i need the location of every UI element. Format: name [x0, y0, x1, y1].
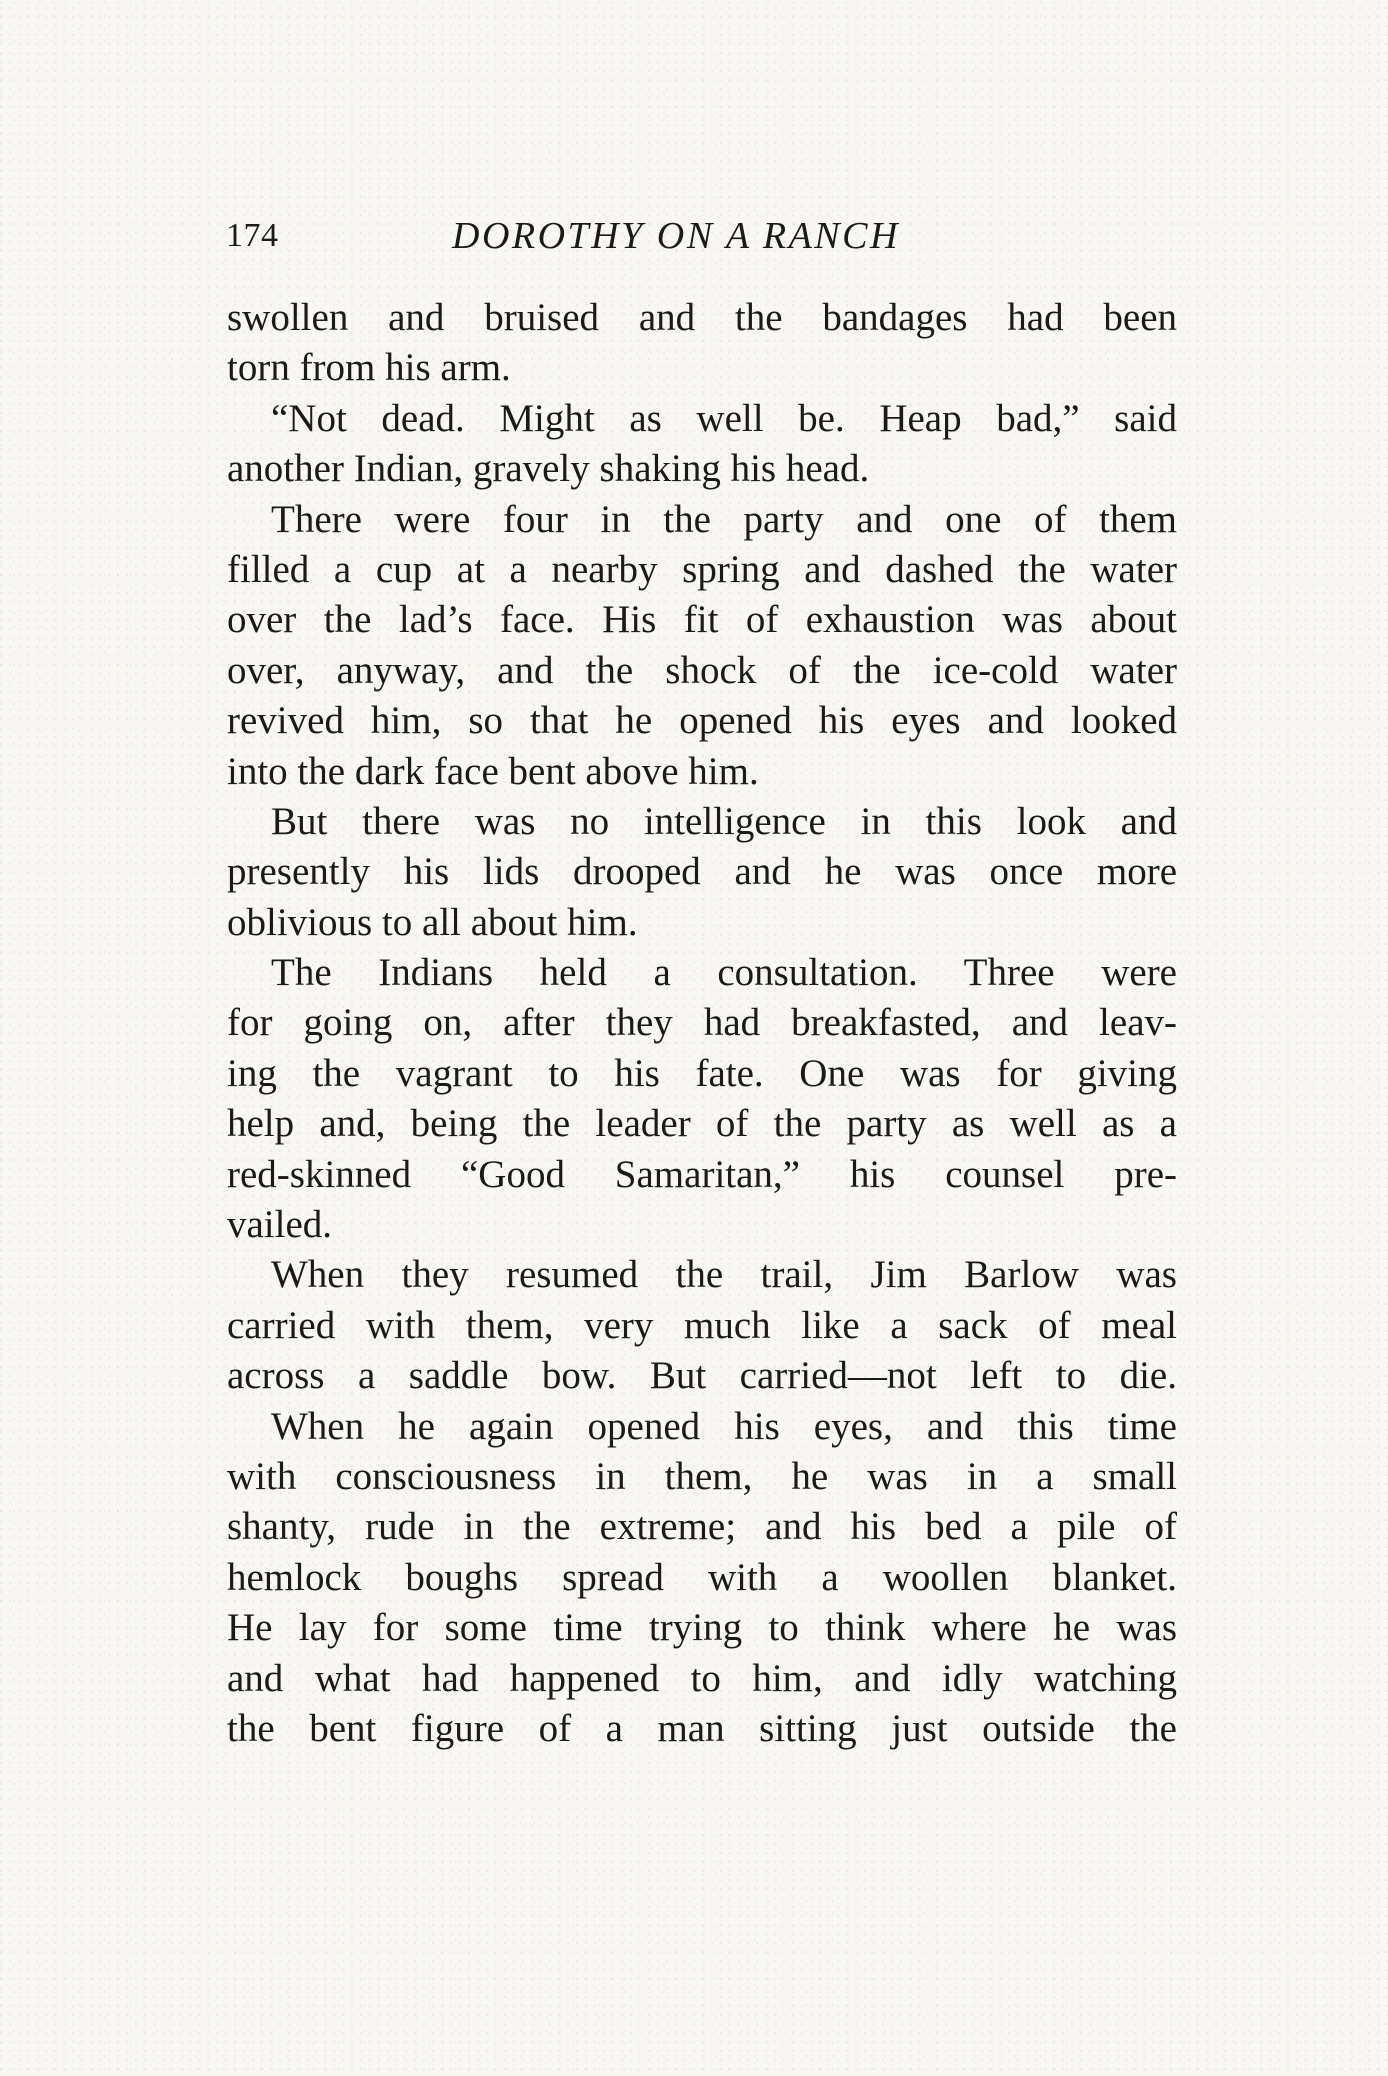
text-line: torn from his arm.: [227, 346, 511, 390]
text-line: into the dark face bent above him.: [227, 749, 759, 793]
text-line: with consciousness in them, he was in a small: [227, 1454, 1177, 1498]
text-line: When he again opened his eyes, and this time: [271, 1404, 1177, 1448]
text-line: another Indian, gravely shaking his head.: [227, 447, 870, 491]
text-line: carried with them, very much like a sack of meal: [227, 1303, 1177, 1347]
running-title: DOROTHY ON A RANCH: [452, 215, 900, 257]
page-header: [226, 211, 1176, 261]
text-line: red-skinned “Good Samaritan,” his counsel pre-: [227, 1152, 1177, 1196]
text-line: But there was no intelligence in this look and: [271, 799, 1177, 843]
text-line: oblivious to all about him.: [227, 900, 638, 944]
text-line: over, anyway, and the shock of the ice-cold water: [227, 648, 1177, 692]
body-text: [227, 293, 1177, 1754]
text-line: the bent figure of a man sitting just outside the: [227, 1706, 1177, 1750]
text-line: There were four in the party and one of them: [271, 497, 1177, 541]
text-line: “Not dead. Might as well be. Heap bad,” said: [271, 396, 1177, 440]
text-line: over the lad’s face. His fit of exhaustion was about: [227, 598, 1177, 642]
text-line: When they resumed the trail, Jim Barlow was: [271, 1253, 1177, 1297]
text-line: and what had happened to him, and idly watching: [227, 1656, 1177, 1700]
text-line: hemlock boughs spread with a woollen blanket.: [227, 1555, 1177, 1599]
text-line: swollen and bruised and the bandages had been: [227, 296, 1177, 339]
text-line: ing the vagrant to his fate. One was for giving: [227, 1051, 1177, 1095]
text-line: filled a cup at a nearby spring and dashed the water: [227, 547, 1177, 591]
text-line: help and, being the leader of the party as well as a: [227, 1102, 1177, 1146]
text-line: shanty, rude in the extreme; and his bed a pile of: [227, 1505, 1177, 1549]
text-line: The Indians held a consultation. Three were: [271, 951, 1177, 995]
text-line: vailed.: [227, 1203, 333, 1247]
text-line: revived him, so that he opened his eyes and looked: [227, 699, 1177, 743]
text-line: He lay for some time trying to think where he was: [227, 1606, 1177, 1650]
text-line: for going on, after they had breakfasted, and leav-: [227, 1001, 1177, 1045]
text-line: presently his lids drooped and he was once more: [227, 850, 1177, 894]
page-number: 174: [226, 217, 279, 254]
text-line: across a saddle bow. But carried—not left to die.: [227, 1354, 1177, 1398]
